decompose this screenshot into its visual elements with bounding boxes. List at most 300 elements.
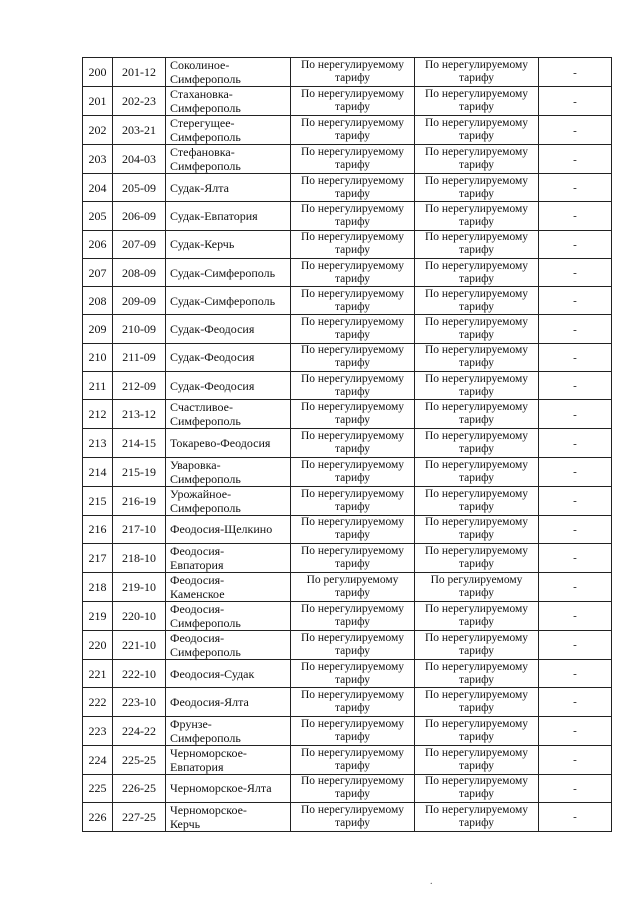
tariff-secondary-cell (415, 630, 539, 659)
route-name-text: Феодосия-Судак (170, 666, 255, 681)
tariff-primary-text: По нерегулируемому тарифу (300, 117, 405, 142)
tariff-primary-text: По нерегулируемому тарифу (300, 660, 405, 686)
tariff-primary-text: По регулируемому тарифу (306, 573, 399, 599)
page-footer-mark: . (430, 876, 433, 887)
route-code-text: 212-09 (122, 378, 156, 393)
extra-text: - (573, 437, 577, 450)
table-row (83, 486, 612, 515)
tariff-primary-cell (291, 315, 415, 343)
route-name-text: Судак-Феодосия (170, 322, 255, 337)
tariff-secondary-cell (415, 315, 539, 343)
extra-text: - (573, 238, 577, 251)
route-name-cell (166, 630, 291, 659)
extra-text: - (573, 523, 577, 536)
tariff-primary-text: По нерегулируемому тарифу (300, 803, 405, 829)
extra-cell (539, 659, 612, 687)
route-name-cell (166, 774, 291, 802)
tariff-primary-cell (291, 630, 415, 659)
extra-text: - (573, 782, 577, 795)
route-number-cell (83, 774, 113, 802)
route-name-cell (166, 659, 291, 687)
route-code-cell (113, 601, 166, 630)
extra-cell (539, 145, 612, 174)
table-row (83, 745, 612, 774)
tariff-primary-text: По нерегулируемому тарифу (300, 344, 405, 370)
route-code-cell (113, 429, 166, 457)
tariff-primary-text: По нерегулируемому тарифу (300, 146, 405, 171)
route-name-text: Стахановка- Симферополь (170, 87, 241, 115)
route-code-cell (113, 688, 166, 716)
route-code-cell (113, 287, 166, 315)
table-row (83, 372, 612, 400)
route-number-text: 201 (88, 94, 107, 108)
tariff-secondary-text: По нерегулируемому тарифу (424, 372, 529, 398)
extra-text: - (573, 696, 577, 709)
tariff-secondary-cell (415, 745, 539, 774)
route-code-text: 214-15 (122, 436, 156, 451)
route-code-text: 226-25 (122, 781, 156, 796)
route-code-cell (113, 515, 166, 543)
tariff-primary-text: По нерегулируемому тарифу (300, 746, 405, 772)
route-number-text: 213 (88, 436, 107, 451)
route-code-cell (113, 315, 166, 343)
route-number-text: 226 (88, 809, 107, 824)
route-number-text: 205 (88, 208, 107, 223)
route-name-text: Феодосия- Симферополь (170, 601, 241, 630)
route-name-text: Феодосия- Каменское (170, 572, 225, 601)
route-number-cell (83, 630, 113, 659)
route-code-text: 213-12 (122, 407, 156, 422)
table-row (83, 774, 612, 802)
tariff-secondary-text: По нерегулируемому тарифу (424, 544, 529, 570)
route-name-cell (166, 543, 291, 572)
tariff-secondary-cell (415, 802, 539, 831)
table-row (83, 457, 612, 486)
table-row (83, 145, 612, 174)
route-number-cell (83, 343, 113, 371)
extra-text: - (573, 754, 577, 767)
extra-cell (539, 543, 612, 572)
route-number-cell (83, 258, 113, 286)
route-number-cell (83, 457, 113, 486)
tariff-secondary-cell (415, 343, 539, 371)
tariff-primary-cell (291, 174, 415, 202)
extra-cell (539, 58, 612, 87)
extra-text: - (573, 267, 577, 280)
route-name-cell (166, 601, 291, 630)
route-code-cell (113, 543, 166, 572)
route-code-cell (113, 716, 166, 745)
route-code-text: 215-19 (122, 464, 156, 479)
tariff-primary-text: По нерегулируемому тарифу (300, 430, 405, 456)
route-code-text: 207-09 (122, 237, 156, 252)
extra-cell (539, 258, 612, 286)
extra-text: - (573, 668, 577, 681)
tariff-secondary-text: По нерегулируемому тарифу (424, 458, 529, 484)
route-number-cell (83, 315, 113, 343)
route-number-text: 210 (88, 350, 107, 365)
route-code-text: 205-09 (122, 180, 156, 195)
route-name-cell (166, 58, 291, 87)
route-name-text: Судак-Феодосия (170, 378, 255, 393)
route-number-text: 212 (88, 407, 107, 422)
tariff-primary-cell (291, 716, 415, 745)
route-code-text: 210-09 (122, 322, 156, 337)
tariff-primary-cell (291, 372, 415, 400)
route-code-text: 203-21 (122, 123, 156, 137)
tariff-secondary-cell (415, 400, 539, 429)
tariff-secondary-text: По нерегулируемому тарифу (424, 430, 529, 456)
route-number-text: 214 (88, 464, 107, 479)
route-name-cell (166, 688, 291, 716)
route-code-cell (113, 745, 166, 774)
table-row (83, 601, 612, 630)
route-code-text: 221-10 (122, 637, 156, 652)
extra-cell (539, 287, 612, 315)
tariff-primary-text: По нерегулируемому тарифу (300, 717, 405, 743)
route-code-cell (113, 230, 166, 258)
table-row (83, 515, 612, 543)
tariff-secondary-cell (415, 659, 539, 687)
extra-cell (539, 802, 612, 831)
table-row (83, 116, 612, 145)
extra-text: - (573, 182, 577, 195)
tariff-secondary-text: По нерегулируемому тарифу (424, 660, 529, 686)
tariff-primary-text: По нерегулируемому тарифу (300, 544, 405, 570)
tariff-primary-text: По нерегулируемому тарифу (300, 316, 405, 342)
extra-text: - (573, 811, 577, 824)
route-name-cell (166, 230, 291, 258)
route-name-text: Феодосия-Ялта (170, 694, 249, 709)
table-row (83, 630, 612, 659)
tariff-primary-cell (291, 258, 415, 286)
route-number-text: 216 (88, 522, 107, 537)
extra-cell (539, 400, 612, 429)
route-name-text: Уваровка- Симферополь (170, 457, 241, 486)
route-name-cell (166, 515, 291, 543)
table-row (83, 287, 612, 315)
tariff-secondary-cell (415, 543, 539, 572)
table-row (83, 572, 612, 601)
tariff-secondary-cell (415, 174, 539, 202)
tariff-secondary-cell (415, 515, 539, 543)
table-row (83, 230, 612, 258)
tariff-secondary-text: По нерегулируемому тарифу (424, 746, 529, 772)
tariff-secondary-text: По нерегулируемому тарифу (424, 287, 529, 313)
tariff-primary-cell (291, 87, 415, 116)
route-code-text: 202-23 (122, 94, 156, 108)
route-code-cell (113, 572, 166, 601)
extra-cell (539, 601, 612, 630)
tariff-primary-cell (291, 688, 415, 716)
route-number-text: 204 (88, 180, 107, 195)
tariff-primary-text: По нерегулируемому тарифу (300, 88, 405, 113)
tariff-secondary-cell (415, 58, 539, 87)
extra-text: - (573, 408, 577, 421)
route-number-cell (83, 145, 113, 174)
route-number-cell (83, 659, 113, 687)
route-name-cell (166, 572, 291, 601)
tariff-primary-text: По нерегулируемому тарифу (300, 775, 405, 801)
extra-text: - (573, 210, 577, 223)
route-name-text: Фрунзе- Симферополь (170, 716, 241, 745)
route-code-text: 220-10 (122, 608, 156, 623)
extra-text: - (573, 153, 577, 166)
route-name-text: Урожайное- Симферополь (170, 486, 241, 515)
route-name-cell (166, 486, 291, 515)
tariff-primary-cell (291, 774, 415, 802)
extra-cell (539, 343, 612, 371)
tariff-primary-text: По нерегулируемому тарифу (300, 202, 405, 228)
extra-cell (539, 515, 612, 543)
route-code-cell (113, 174, 166, 202)
route-number-text: 215 (88, 493, 107, 508)
extra-text: - (573, 639, 577, 652)
table-row (83, 802, 612, 831)
route-code-cell (113, 486, 166, 515)
route-name-text: Стерегущее- Симферополь (170, 116, 241, 144)
route-name-cell (166, 315, 291, 343)
tariff-primary-cell (291, 58, 415, 87)
tariff-secondary-cell (415, 372, 539, 400)
route-name-text: Черноморское- Керчь (170, 802, 247, 831)
extra-text: - (573, 466, 577, 479)
table-row (83, 400, 612, 429)
table-row (83, 315, 612, 343)
table-row (83, 716, 612, 745)
tariff-secondary-text: По нерегулируемому тарифу (424, 202, 529, 228)
extra-cell (539, 630, 612, 659)
route-name-cell (166, 343, 291, 371)
table-row (83, 543, 612, 572)
route-number-cell (83, 572, 113, 601)
route-number-cell (83, 802, 113, 831)
route-name-cell (166, 145, 291, 174)
route-name-cell (166, 372, 291, 400)
route-name-text: Феодосия- Евпатория (170, 543, 225, 572)
tariff-primary-cell (291, 202, 415, 230)
route-number-text: 224 (88, 752, 107, 767)
tariff-secondary-text: По нерегулируемому тарифу (424, 688, 529, 714)
tariff-secondary-cell (415, 258, 539, 286)
route-number-cell (83, 486, 113, 515)
route-name-text: Феодосия-Щелкино (170, 522, 273, 537)
extra-text: - (573, 95, 577, 108)
route-code-text: 225-25 (122, 752, 156, 767)
tariff-secondary-cell (415, 287, 539, 315)
route-name-cell (166, 716, 291, 745)
tariff-secondary-cell (415, 774, 539, 802)
route-code-cell (113, 87, 166, 116)
route-code-text: 206-09 (122, 208, 156, 223)
tariff-primary-text: По нерегулируемому тарифу (300, 59, 405, 84)
route-number-text: 200 (88, 65, 107, 79)
tariff-primary-cell (291, 515, 415, 543)
tariff-primary-text: По нерегулируемому тарифу (300, 516, 405, 542)
tariff-secondary-cell (415, 716, 539, 745)
tariff-secondary-text: По нерегулируемому тарифу (424, 146, 529, 171)
route-name-cell (166, 457, 291, 486)
route-number-cell (83, 58, 113, 87)
extra-cell (539, 486, 612, 515)
route-code-text: 204-03 (122, 152, 156, 166)
tariff-secondary-text: По нерегулируемому тарифу (424, 344, 529, 370)
table-row (83, 429, 612, 457)
route-name-cell (166, 202, 291, 230)
route-name-text: Судак-Евпатория (170, 208, 258, 223)
extra-cell (539, 202, 612, 230)
route-code-cell (113, 802, 166, 831)
route-name-cell (166, 802, 291, 831)
route-code-cell (113, 372, 166, 400)
tariff-secondary-cell (415, 457, 539, 486)
route-number-cell (83, 688, 113, 716)
tariff-secondary-text: По нерегулируемому тарифу (424, 259, 529, 285)
route-number-text: 220 (88, 637, 107, 652)
tariff-secondary-text: По нерегулируемому тарифу (424, 59, 529, 84)
route-name-text: Судак-Симферополь (170, 265, 276, 280)
route-number-text: 206 (88, 237, 107, 252)
route-code-cell (113, 659, 166, 687)
route-name-text: Токарево-Феодосия (170, 436, 271, 451)
tariff-secondary-cell (415, 572, 539, 601)
extra-text: - (573, 552, 577, 565)
tariff-secondary-text: По нерегулируемому тарифу (424, 316, 529, 342)
tariff-secondary-text: По нерегулируемому тарифу (424, 231, 529, 257)
route-code-cell (113, 343, 166, 371)
extra-cell (539, 372, 612, 400)
route-number-cell (83, 372, 113, 400)
table-row (83, 87, 612, 116)
route-number-cell (83, 745, 113, 774)
tariff-primary-text: По нерегулируемому тарифу (300, 259, 405, 285)
tariff-primary-text: По нерегулируемому тарифу (300, 174, 405, 200)
tariff-primary-cell (291, 116, 415, 145)
route-code-text: 218-10 (122, 550, 156, 565)
tariff-secondary-cell (415, 145, 539, 174)
tariff-secondary-cell (415, 429, 539, 457)
tariff-secondary-cell (415, 230, 539, 258)
extra-cell (539, 87, 612, 116)
tariff-secondary-cell (415, 87, 539, 116)
route-name-text: Судак-Ялта (170, 180, 229, 195)
route-number-text: 221 (88, 666, 107, 681)
route-code-cell (113, 58, 166, 87)
route-code-text: 208-09 (122, 265, 156, 280)
route-name-text: Стефановка- Симферополь (170, 145, 241, 173)
tariff-primary-cell (291, 400, 415, 429)
extra-cell (539, 429, 612, 457)
tariff-primary-cell (291, 659, 415, 687)
route-number-cell (83, 116, 113, 145)
tariff-primary-cell (291, 486, 415, 515)
route-name-text: Счастливое- Симферополь (170, 400, 241, 429)
extra-text: - (573, 380, 577, 393)
route-code-text: 211-09 (122, 350, 156, 365)
route-code-text: 222-10 (122, 666, 156, 681)
tariff-secondary-cell (415, 688, 539, 716)
route-name-cell (166, 287, 291, 315)
route-number-text: 217 (88, 550, 107, 565)
route-number-cell (83, 515, 113, 543)
route-number-cell (83, 230, 113, 258)
route-name-text: Черноморское-Ялта (170, 781, 272, 796)
extra-cell (539, 774, 612, 802)
tariff-secondary-text: По нерегулируемому тарифу (424, 401, 529, 427)
route-number-text: 203 (88, 152, 107, 166)
route-name-cell (166, 400, 291, 429)
tariff-primary-cell (291, 572, 415, 601)
extra-text: - (573, 351, 577, 364)
tariff-primary-text: По нерегулируемому тарифу (300, 458, 405, 484)
route-number-text: 218 (88, 579, 107, 594)
extra-text: - (573, 66, 577, 79)
route-number-text: 202 (88, 123, 107, 137)
tariff-primary-cell (291, 601, 415, 630)
extra-cell (539, 457, 612, 486)
table-row (83, 202, 612, 230)
route-number-cell (83, 400, 113, 429)
tariff-primary-cell (291, 543, 415, 572)
route-name-cell (166, 174, 291, 202)
route-code-cell (113, 202, 166, 230)
tariff-secondary-cell (415, 116, 539, 145)
route-number-text: 223 (88, 723, 107, 738)
route-number-cell (83, 287, 113, 315)
tariff-secondary-text: По регулируемому тарифу (430, 573, 523, 599)
tariff-secondary-text: По нерегулируемому тарифу (424, 602, 529, 628)
extra-text: - (573, 725, 577, 738)
extra-text: - (573, 495, 577, 508)
route-name-cell (166, 87, 291, 116)
route-number-text: 211 (88, 378, 107, 393)
route-name-cell (166, 116, 291, 145)
tariff-primary-text: По нерегулируемому тарифу (300, 401, 405, 427)
tariff-secondary-text: По нерегулируемому тарифу (424, 117, 529, 142)
extra-cell (539, 716, 612, 745)
tariff-primary-text: По нерегулируемому тарифу (300, 287, 405, 313)
route-name-text: Судак-Керчь (170, 237, 235, 252)
tariff-primary-cell (291, 802, 415, 831)
tariff-secondary-cell (415, 486, 539, 515)
table-row (83, 174, 612, 202)
route-name-text: Судак-Симферополь (170, 293, 276, 308)
tariff-primary-text: По нерегулируемому тарифу (300, 372, 405, 398)
tariff-primary-text: По нерегулируемому тарифу (300, 631, 405, 657)
tariff-secondary-text: По нерегулируемому тарифу (424, 487, 529, 513)
route-number-cell (83, 543, 113, 572)
route-number-cell (83, 87, 113, 116)
tariff-primary-text: По нерегулируемому тарифу (300, 602, 405, 628)
route-code-text: 201-12 (122, 65, 156, 79)
route-code-cell (113, 457, 166, 486)
tariff-primary-cell (291, 457, 415, 486)
route-code-cell (113, 630, 166, 659)
extra-cell (539, 315, 612, 343)
tariff-primary-cell (291, 343, 415, 371)
routes-table-body (83, 58, 612, 832)
tariff-primary-cell (291, 287, 415, 315)
extra-text: - (573, 581, 577, 594)
tariff-secondary-text: По нерегулируемому тарифу (424, 631, 529, 657)
route-name-cell (166, 258, 291, 286)
extra-cell (539, 174, 612, 202)
tariff-secondary-text: По нерегулируемому тарифу (424, 717, 529, 743)
route-number-text: 207 (88, 265, 107, 280)
table-row (83, 58, 612, 87)
route-code-text: 219-10 (122, 579, 156, 594)
route-number-text: 209 (88, 322, 107, 337)
